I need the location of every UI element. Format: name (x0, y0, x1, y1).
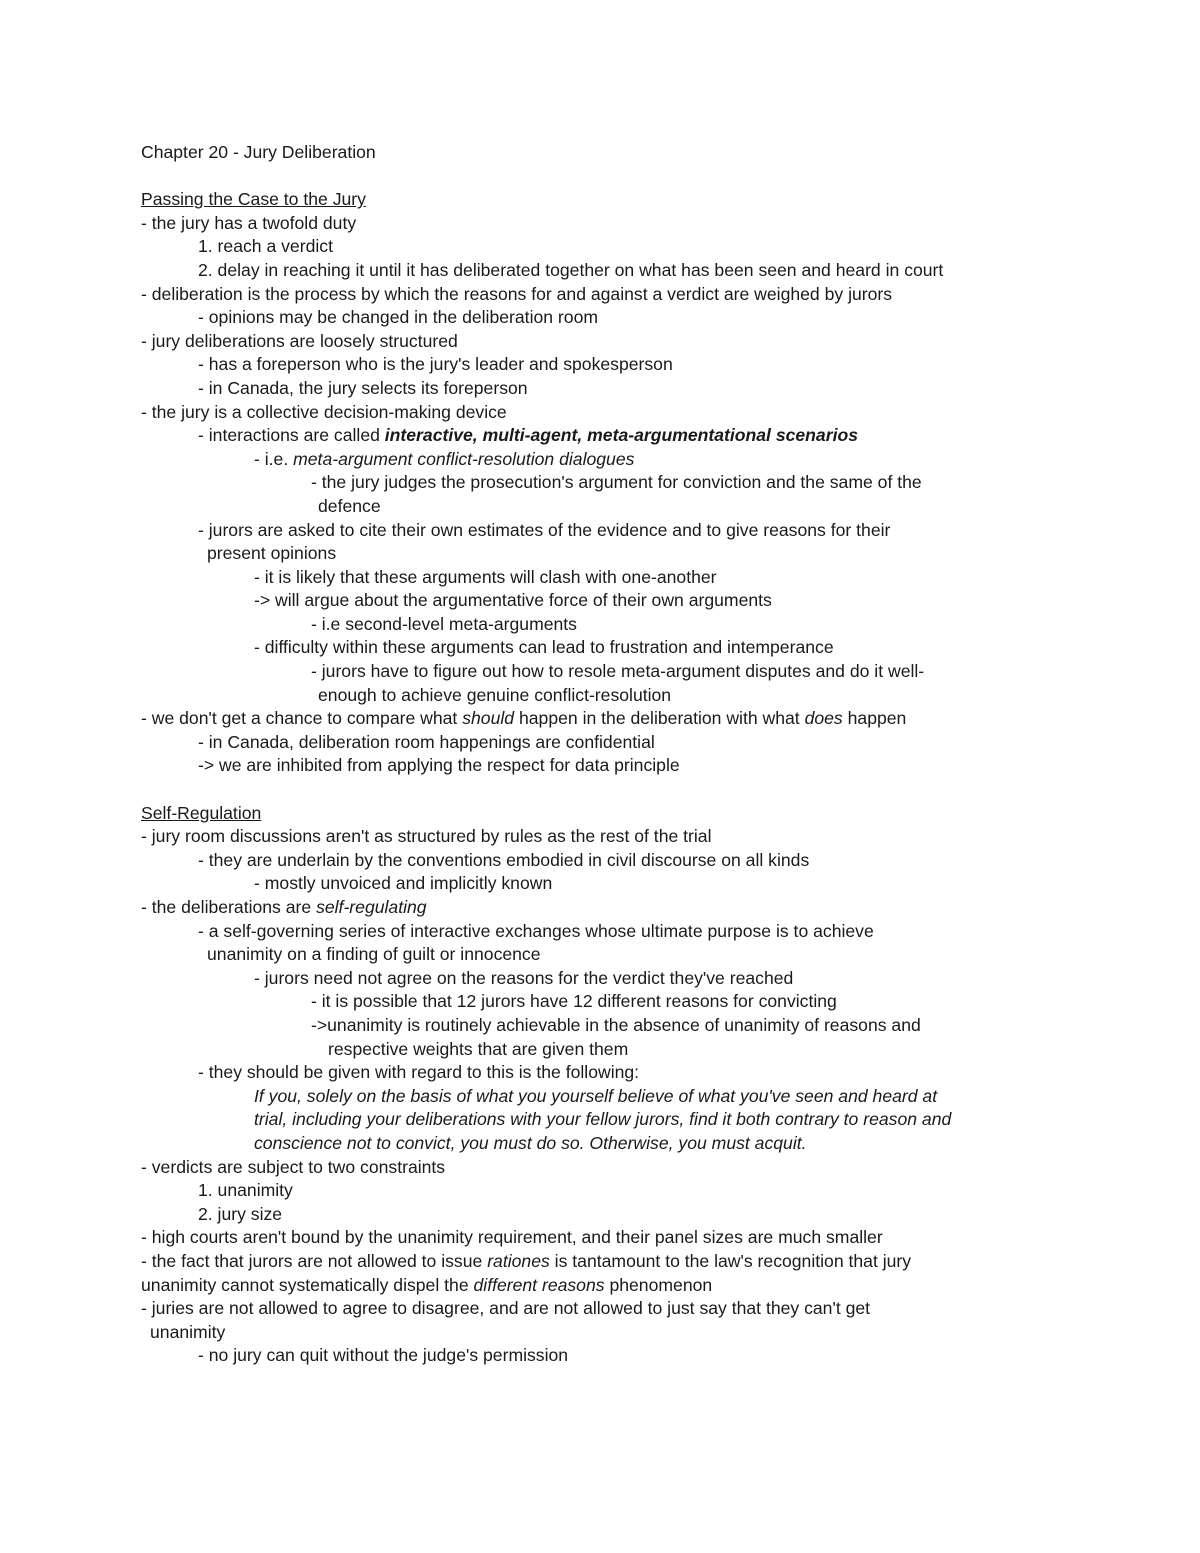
line-text: - i.e. (254, 448, 294, 469)
text-line (141, 613, 1141, 637)
line-text: - difficulty within these arguments can lead to frustration and intemperance (254, 637, 834, 658)
line-text: - the fact that jurors are not allowed to issue (141, 1250, 488, 1271)
text-line (141, 896, 1141, 920)
line-text: - mostly unvoiced and implicitly known (254, 873, 553, 894)
text-line (141, 849, 1141, 873)
italic-text: should (462, 708, 515, 729)
line-text: - the deliberations are (141, 897, 317, 917)
line-text: - a self-governing series of interactive exchanges whose ultimate purpose is to achieve (198, 920, 874, 941)
text-line (141, 259, 1141, 283)
line-text: - we don't get a chance to compare what (141, 708, 463, 729)
text-line (141, 1203, 1141, 1227)
line-text: is tantamount to the law's recognition that jury (549, 1250, 912, 1271)
text-line (141, 424, 1141, 448)
line-text: unanimity on a finding of guilt or innocence (207, 944, 541, 965)
text-line (141, 1061, 1141, 1085)
line-text: enough to achieve genuine conflict-resolution (318, 684, 672, 705)
text-line (141, 943, 1141, 967)
line-text: ->unanimity is routinely achievable in the absence of unanimity of reasons and (311, 1014, 921, 1035)
line-text: - it is possible that 12 jurors have 12 different reasons for convicting (311, 991, 837, 1012)
text-line (141, 1321, 1141, 1345)
document-title: Chapter 20 - Jury Deliberation (141, 142, 376, 162)
line-text: - deliberation is the process by which the reasons for and against a verdict are weighed by jurors (141, 283, 893, 304)
text-line (141, 1226, 1141, 1250)
line-text: - jury deliberations are loosely structured (141, 330, 458, 351)
line-text: - jurors have to figure out how to resole meta-argument disputes and do it well- (311, 661, 925, 682)
line-text: - verdicts are subject to two constraints (141, 1156, 446, 1177)
line-text: - jurors need not agree on the reasons for the verdict they've reached (254, 967, 794, 988)
italic-text: If you, solely on the basis of what you yourself believe of what you've seen and heard at (254, 1085, 938, 1106)
line-text: - in Canada, the jury selects its foreperson (198, 377, 528, 398)
line-text: - jury room discussions aren't as structured by rules as the rest of the trial (141, 826, 712, 847)
line-text: -> we are inhibited from applying the respect for data principle (198, 755, 680, 776)
document-body (141, 188, 1141, 1368)
text-line (141, 731, 1141, 755)
italic-text: trial, including your deliberations with your fellow jurors, find it both contrary to reason and (254, 1109, 952, 1130)
italic-text: does (804, 708, 843, 729)
bold-italic-text: interactive, multi-agent, meta-argumentational scenarios (384, 425, 858, 446)
text-line (141, 1156, 1141, 1180)
text-line (141, 707, 1141, 731)
text-line (141, 967, 1141, 991)
line-text: happen (842, 708, 907, 729)
text-line (141, 754, 1141, 778)
text-line (141, 283, 1141, 307)
line-text: - opinions may be changed in the deliberation room (198, 307, 599, 328)
text-line (141, 684, 1141, 708)
line-text: 1. reach a verdict (198, 236, 333, 257)
line-text: - no jury can quit without the judge's permission (198, 1345, 569, 1366)
text-line (141, 519, 1141, 543)
blank-line (141, 778, 1141, 802)
text-line (141, 1250, 1141, 1274)
text-line (141, 660, 1141, 684)
line-text: - it is likely that these arguments will clash with one-another (254, 566, 717, 587)
line-text: - juries are not allowed to agree to disagree, and are not allowed to just say that they can't get (141, 1298, 871, 1319)
line-text: 2. jury size (198, 1203, 283, 1224)
line-text: 2. delay in reaching it until it has deliberated together on what has been seen and heard in court (198, 259, 944, 280)
text-line (141, 1344, 1141, 1368)
italic-text: rationes (487, 1250, 550, 1271)
line-text: - has a foreperson who is the jury's leader and spokesperson (198, 354, 673, 375)
line-text: - high courts aren't bound by the unanimity requirement, and their panel sizes are much smaller (141, 1227, 883, 1248)
text-line (141, 1297, 1141, 1321)
text-line (141, 235, 1141, 259)
italic-text: conscience not to convict, you must do so. Otherwise, you must acquit. (254, 1132, 807, 1153)
line-text: - they should be given with regard to this is the following: (198, 1062, 640, 1083)
text-line (141, 566, 1141, 590)
text-line (141, 306, 1141, 330)
line-text: - i.e second-level meta-arguments (311, 613, 577, 634)
blank-line (141, 165, 1141, 189)
line-text: - jurors are asked to cite their own estimates of the evidence and to give reasons for their (198, 519, 891, 540)
text-line (141, 872, 1141, 896)
line-text: present opinions (207, 543, 337, 564)
line-text: defence (318, 495, 381, 516)
line-text: - in Canada, deliberation room happenings are confidential (198, 731, 655, 752)
text-line (141, 920, 1141, 944)
text-line (141, 212, 1141, 236)
text-line (141, 377, 1141, 401)
text-line (141, 1179, 1141, 1203)
italic-text: different reasons (473, 1274, 605, 1295)
text-line (141, 825, 1141, 849)
line-text: phenomenon (604, 1274, 713, 1295)
line-text: unanimity cannot systematically dispel the (141, 1274, 474, 1295)
text-line (141, 495, 1141, 519)
text-line (141, 1085, 1141, 1109)
text-line (141, 353, 1141, 377)
italic-text: self-regulating (316, 897, 427, 917)
text-line (141, 1038, 1141, 1062)
text-line (141, 401, 1141, 425)
text-line (141, 990, 1141, 1014)
text-line (141, 636, 1141, 660)
line-text: - the jury judges the prosecution's argument for conviction and the same of the (311, 472, 922, 493)
line-text: -> will argue about the argumentative force of their own arguments (254, 590, 772, 611)
text-line (141, 448, 1141, 472)
section-heading: Self-Regulation (141, 802, 262, 823)
text-line (141, 589, 1141, 613)
text-line (141, 1108, 1141, 1132)
text-line (141, 330, 1141, 354)
text-line (141, 1014, 1141, 1038)
text-line (141, 1274, 1141, 1298)
line-text: 1. unanimity (198, 1180, 293, 1201)
text-line (141, 471, 1141, 495)
document-page (141, 141, 1141, 1368)
line-text: - the jury has a twofold duty (141, 212, 357, 233)
section-heading: Passing the Case to the Jury (141, 189, 366, 210)
line-text: - they are underlain by the conventions embodied in civil discourse on all kinds (198, 849, 810, 870)
text-line (141, 1132, 1141, 1156)
line-text: happen in the deliberation with what (514, 708, 805, 729)
line-text: - the jury is a collective decision-making device (141, 401, 507, 422)
line-text: respective weights that are given them (328, 1038, 629, 1059)
line-text: unanimity (150, 1321, 226, 1342)
line-text: - interactions are called (198, 425, 385, 446)
italic-text: meta-argument conflict-resolution dialogues (293, 448, 635, 469)
text-line (141, 542, 1141, 566)
